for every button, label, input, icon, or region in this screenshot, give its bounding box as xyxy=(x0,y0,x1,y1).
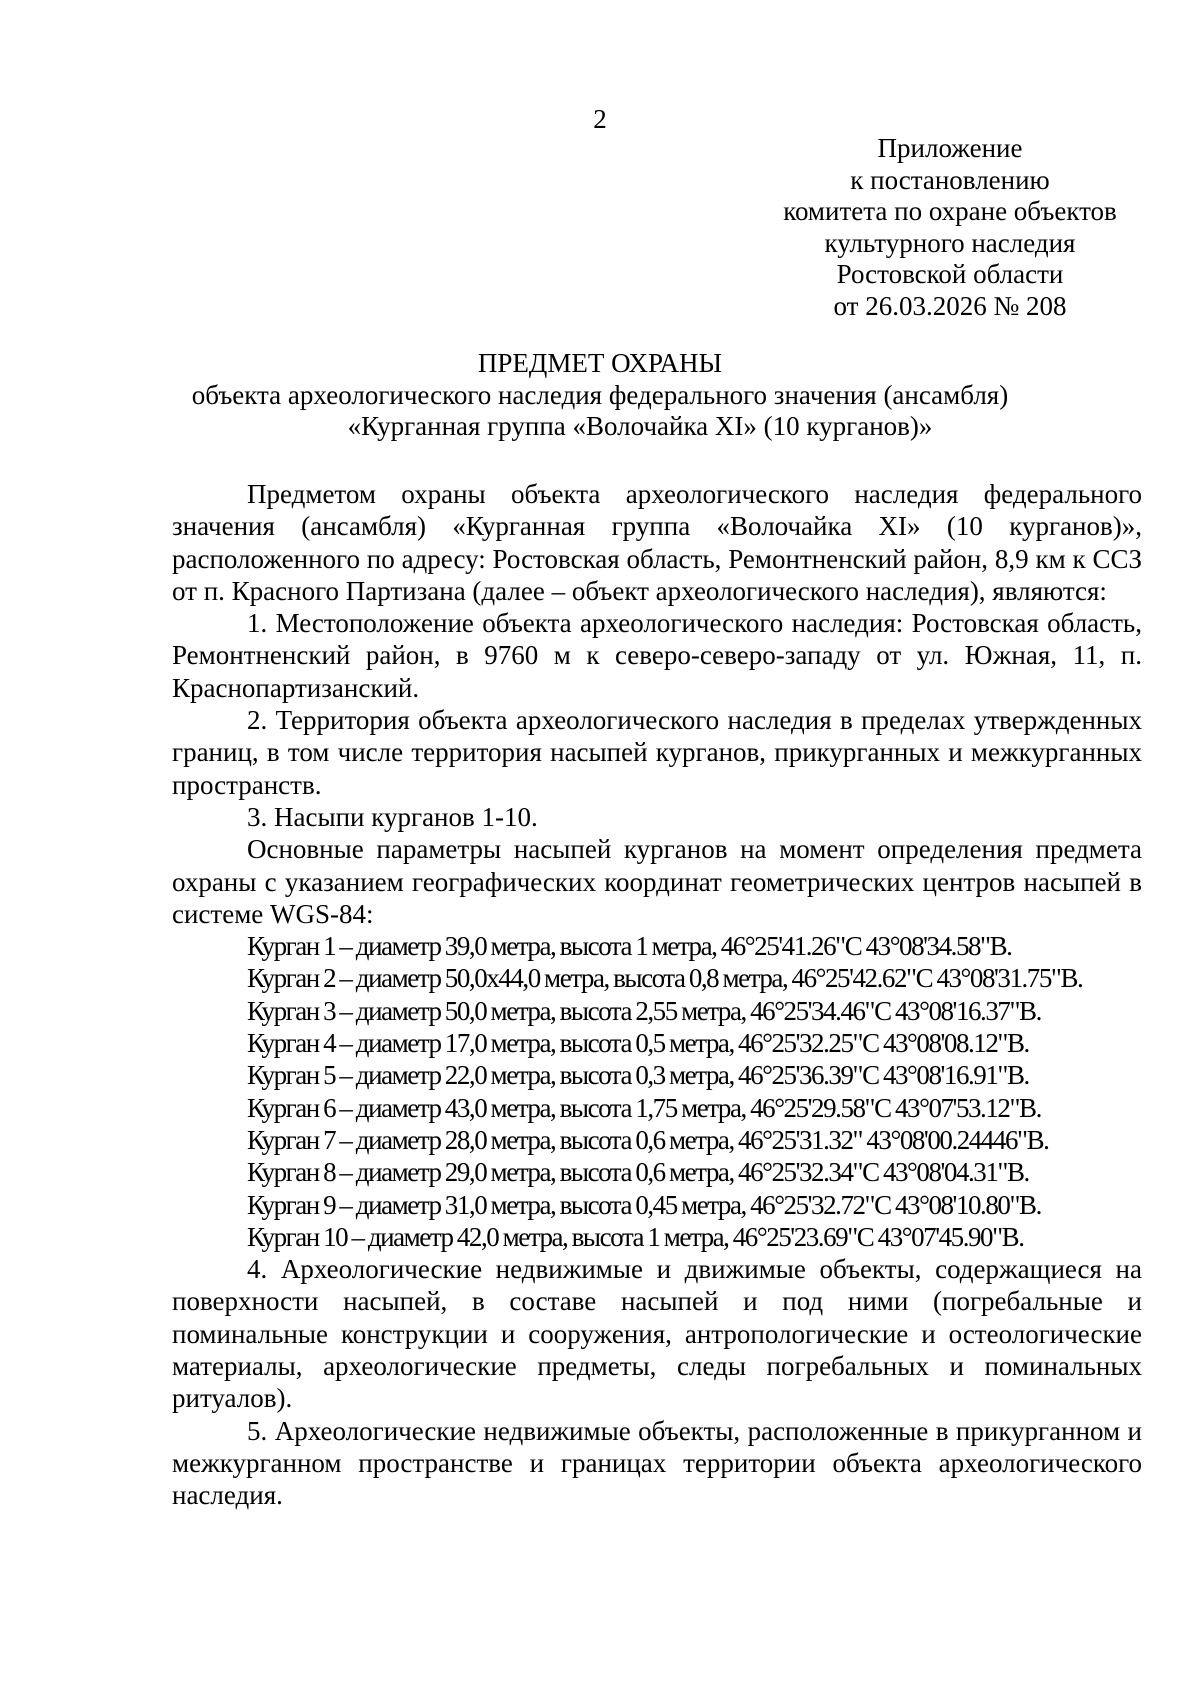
item-3-mounds: 3. Насыпи курганов 1-10. xyxy=(247,801,538,832)
item-1-location: 1. Местоположение объекта археологического наследия: Ростовская область, Ремонтненский район, в 9760 м к северо-северо-западу от ул. Южная, 11, п. Краснопартизанский. xyxy=(172,608,1142,703)
mound-entry: Курган 6 – диаметр 43,0 метра, высота 1,75 метра, 46°25'29.58"С 43°07'53.12"В. xyxy=(247,1092,1041,1123)
document-body xyxy=(172,478,1142,1512)
mound-parameters-intro: Основные параметры насыпей курганов на момент определения предмета охраны с указанием географических координат геометрических центров насыпей в системе WGS-84: xyxy=(172,834,1142,929)
item-4-movable-objects: 4. Археологические недвижимые и движимые объекты, содержащиеся на поверхности насыпей, в составе насыпей и под ними (погребальные и поминальные конструкции и сооружения, антропологические и остеологические материалы, археологические предметы, следы погребальных и поминальных ритуалов). xyxy=(172,1254,1142,1414)
object-name: «Курганная группа «Волочайка XI» (10 курганов)» xyxy=(347,411,933,441)
mound-entry: Курган 4 – диаметр 17,0 метра, высота 0,5 метра, 46°25'32.25"С 43°08'08.12"В. xyxy=(247,1028,1029,1059)
appendix-line: Ростовской области xyxy=(836,259,1064,289)
document-title-block xyxy=(0,348,1200,443)
intro-paragraph: Предметом охраны объекта археологического наследия федерального значения (ансамбля) «Курганная группа «Волочайка XI» (10 курганов)», расположенного по адресу: Ростовская область, Ремонтненский район, 8,9 км к ССЗ от п. Красного Партизана (далее – объект археологического наследия), являются: xyxy=(172,479,1142,606)
item-5-immovable-objects: 5. Археологические недвижимые объекты, расположенные в прикурганном и межкурганном пространстве и границах территории объекта археологического наследия. xyxy=(172,1415,1142,1511)
appendix-date-line: от 26.03.2026 № 208 xyxy=(833,290,1067,321)
item-2-territory: 2. Территория объекта археологического наследия в пределах утвержденных границ, в том числе территория насыпей курганов, прикурганных и межкурганных пространств. xyxy=(172,705,1142,800)
mound-entry: Курган 2 – диаметр 50,0х44,0 метра, высота 0,8 метра, 46°25'42.62"С 43°08'31.75"В. xyxy=(247,963,1083,994)
mound-entry: Курган 3 – диаметр 50,0 метра, высота 2,55 метра, 46°25'34.46"С 43°08'16.37"В. xyxy=(247,995,1041,1026)
mound-entry: Курган 7 – диаметр 28,0 метра, высота 0,6 метра, 46°25'31.32" 43°08'00.24446"В. xyxy=(247,1124,1049,1155)
appendix-block xyxy=(760,133,1140,322)
mound-entry: Курган 10 – диаметр 42,0 метра, высота 1 метра, 46°25'23.69"С 43°07'45.90"В. xyxy=(247,1221,1024,1252)
mound-entry: Курган 5 – диаметр 22,0 метра, высота 0,3 метра, 46°25'36.39"С 43°08'16.91"В. xyxy=(247,1060,1029,1091)
appendix-line: к постановлению xyxy=(850,164,1050,195)
appendix-line: Приложение xyxy=(877,133,1023,163)
page-number: 2 xyxy=(593,104,607,134)
mound-entry: Курган 1 – диаметр 39,0 метра, высота 1 метра, 46°25'41.26"С 43°08'34.58"В. xyxy=(247,931,1012,962)
mound-list xyxy=(172,930,1142,1253)
appendix-line: комитета по охране объектов xyxy=(783,196,1117,226)
document-heading: ПРЕДМЕТ ОХРАНЫ xyxy=(477,348,723,378)
mound-entry: Курган 9 – диаметр 31,0 метра, высота 0,45 метра, 46°25'32.72"С 43°08'10.80"В. xyxy=(247,1189,1041,1220)
appendix-line: культурного наследия xyxy=(824,227,1076,258)
mound-entry: Курган 8 – диаметр 29,0 метра, высота 0,6 метра, 46°25'32.34"С 43°08'04.31"В. xyxy=(247,1157,1029,1188)
document-subtitle: объекта археологического наследия федерального значения (ансамбля) xyxy=(191,379,1009,410)
